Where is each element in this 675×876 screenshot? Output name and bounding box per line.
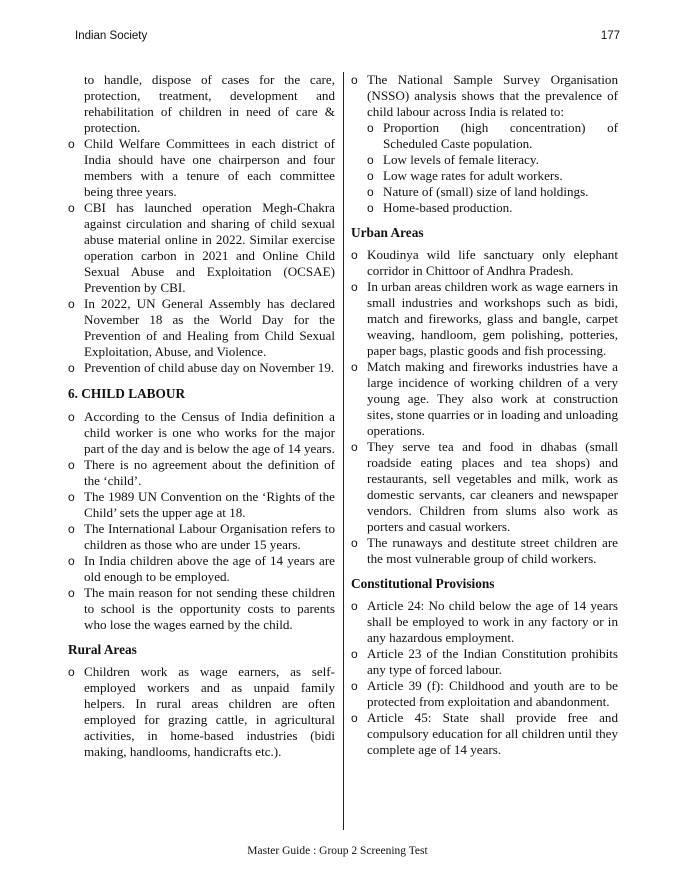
running-title: Indian Society [75,30,148,42]
list-item: o Article 45: State shall provide free and compulsory education for all children until they complete age of 14 years. [350,710,618,758]
list-item: o Match making and fireworks industries have a large incidence of working children of a very young age. They also work at construction sites, stone quarries or in loading and unloading operations. [350,359,618,439]
list-item: o According to the Census of India definition a child worker is one who works for the major part of the day and is below the age of 14 years. [67,409,335,457]
list-item: o The 1989 UN Convention on the ‘Rights of the Child’ sets the upper age at 18. [67,489,335,521]
left-column [67,72,335,760]
list-item: o The runaways and destitute street children are the most vulnerable group of child workers. [350,535,618,567]
section-heading-constitutional-provisions: Constitutional Provisions [351,576,495,591]
sub-list-item: o Home-based production. [350,200,618,216]
list-item: o Prevention of child abuse day on November 19. [67,360,335,376]
sub-list-item: o Nature of (small) size of land holdings. [350,184,618,200]
list-item: o They serve tea and food in dhabas (small roadside eating places and tea shops) and restaurants, sell vegetables and milk, work as domestic servants, car cleaners and newspaper vendors. Children from slums also work as porters and casual workers. [350,439,618,535]
list-item: o CBI has launched operation Megh-Chakra against circulation and sharing of child sexual abuse material online in 2022. Similar exercise operation carbon in 2021 and Online Child Sexual Abuse and Exploitation (OCSAE) Prevention by CBI. [67,200,335,296]
page-header [75,30,620,48]
section-heading-urban-areas: Urban Areas [351,225,424,240]
list-item: o Koudinya wild life sanctuary only elephant corridor in Chittoor of Andhra Pradesh. [350,247,618,279]
sub-bullet-list [350,120,618,216]
list-item: o Article 23 of the Indian Constitution prohibits any type of forced labour. [350,646,618,678]
list-item: o Article 39 (f): Childhood and youth are to be protected from exploitation and abandonment. [350,678,618,710]
nsso-bullet-text: The National Sample Survey Organisation (NSSO) analysis shows that the prevalence of child labour across India is related to: [367,72,618,119]
list-item: o In urban areas children work as wage earners in small industries and workshops such as bidi, match and fireworks, glass and bangle, carpet weaving, handloom, gem polishing, potteries, paper bags, plastic goods and fish processing. [350,279,618,359]
bullet-list [350,72,618,120]
list-item: o In 2022, UN General Assembly has declared November 18 as the World Day for the Prevention of and Healing from Child Sexual Exploitation, Abuse, and Violence. [67,296,335,360]
column-divider [343,72,344,830]
section-heading-child-labour: 6. CHILD LABOUR [68,386,186,401]
list-item: o There is no agreement about the definition of the ‘child’. [67,457,335,489]
right-column [350,72,618,758]
list-item: o The main reason for not sending these children to school is the opportunity costs to parents who lose the wages earned by the child. [67,585,335,633]
continued-paragraph: to handle, dispose of cases for the care, protection, treatment, development and rehabilitation of children in need of care & protection. [84,72,335,135]
list-item: o Children work as wage earners, as self-employed workers and as unpaid family helpers. In rural areas children are often employed for grazing cattle, in agricultural activities, in home-based industries (bidi making, handlooms, handicrafts etc.). [67,664,335,760]
list-item: o In India children above the age of 14 years are old enough to be employed. [67,553,335,585]
bullet-list [67,664,335,760]
sub-list-item: o Low wage rates for adult workers. [350,168,618,184]
list-item [350,72,618,120]
bullet-list [350,247,618,567]
section-heading-rural-areas: Rural Areas [68,642,137,657]
list-item: o The International Labour Organisation refers to children as those who are under 15 years. [67,521,335,553]
sub-list-item: o Low levels of female literacy. [350,152,618,168]
page-number: 177 [600,30,620,42]
list-item: o Child Welfare Committees in each district of India should have one chairperson and four members with a tenure of each committee being three years. [67,136,335,200]
sub-list-item: o Proportion (high concentration) of Scheduled Caste population. [350,120,618,152]
bullet-list [67,409,335,633]
page-footer: Master Guide : Group 2 Screening Test [247,845,428,857]
bullet-list [67,72,335,376]
list-item: o Article 24: No child below the age of 14 years shall be employed to work in any factory or in any hazardous employment. [350,598,618,646]
bullet-list [350,598,618,758]
